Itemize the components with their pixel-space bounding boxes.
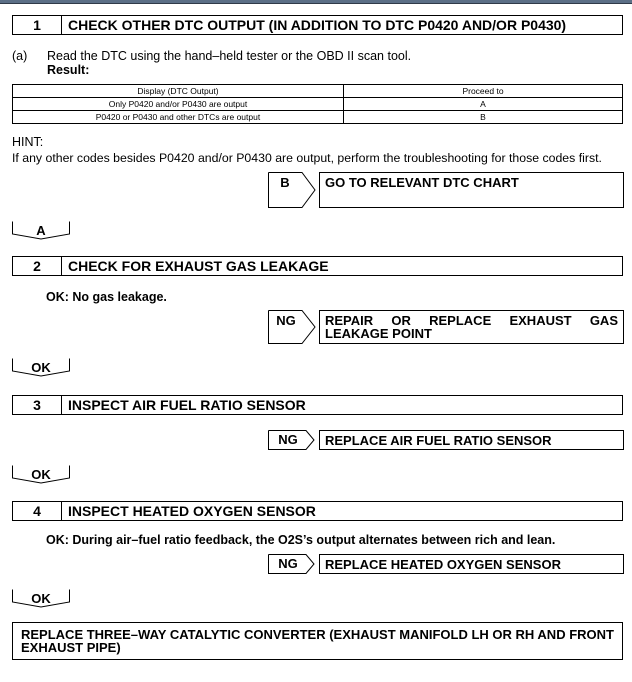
flow-arrow-ok bbox=[12, 358, 72, 378]
step-title: CHECK OTHER DTC OUTPUT (IN ADDITION TO DTC P0420 AND/OR P0430) bbox=[68, 17, 567, 33]
top-border-band bbox=[0, 0, 632, 4]
table-header-cell: Proceed to bbox=[344, 85, 623, 98]
table-header-cell: Display (DTC Output) bbox=[13, 85, 344, 98]
hint-label: HINT: bbox=[12, 135, 44, 149]
step-number: 4 bbox=[13, 502, 62, 520]
branch-result-box: GO TO RELEVANT DTC CHART bbox=[319, 172, 624, 208]
final-action-box: REPLACE THREE–WAY CATALYTIC CONVERTER (EXHAUST MANIFOLD LH OR RH AND FRONT EXHAUST PIPE) bbox=[12, 622, 623, 660]
step-3-header bbox=[12, 395, 623, 415]
table-cell: A bbox=[344, 98, 623, 111]
step-title: CHECK FOR EXHAUST GAS LEAKAGE bbox=[68, 258, 329, 274]
branch-result-box: REPAIR OR REPLACE EXHAUST GAS LEAKAGE POINT bbox=[319, 310, 624, 344]
branch-label: NG bbox=[276, 313, 296, 328]
item-marker: (a) bbox=[12, 49, 28, 63]
flow-label: OK bbox=[31, 467, 51, 482]
flow-arrow-ok bbox=[12, 589, 72, 609]
flow-arrow-ok bbox=[12, 465, 72, 485]
ok-criteria: OK: No gas leakage. bbox=[46, 290, 167, 304]
table-cell: B bbox=[344, 111, 623, 124]
branch-ng bbox=[268, 554, 318, 574]
table-row bbox=[13, 111, 623, 124]
branch-result-box: REPLACE HEATED OXYGEN SENSOR bbox=[319, 554, 624, 574]
step-number: 2 bbox=[13, 257, 62, 275]
branch-label: B bbox=[280, 175, 290, 190]
branch-label: NG bbox=[278, 432, 298, 447]
flow-label: A bbox=[36, 223, 46, 238]
result-label: Result: bbox=[47, 63, 90, 77]
flow-label: OK bbox=[31, 360, 51, 375]
table-row bbox=[13, 98, 623, 111]
branch-result-box: REPLACE AIR FUEL RATIO SENSOR bbox=[319, 430, 624, 450]
step-1-header bbox=[12, 15, 623, 35]
hint-text: If any other codes besides P0420 and/or P0430 are output, perform the troubleshooting for those codes first. bbox=[12, 151, 602, 165]
step-number: 1 bbox=[13, 16, 62, 34]
step-title: INSPECT HEATED OXYGEN SENSOR bbox=[68, 503, 316, 519]
step-title: INSPECT AIR FUEL RATIO SENSOR bbox=[68, 397, 306, 413]
table-header-row bbox=[13, 85, 623, 98]
branch-ng bbox=[268, 430, 318, 450]
branch-label: NG bbox=[278, 556, 298, 571]
flow-label: OK bbox=[31, 591, 51, 606]
table-cell: Only P0420 and/or P0430 are output bbox=[13, 98, 344, 111]
flow-arrow-a bbox=[12, 221, 72, 241]
branch-ng bbox=[268, 310, 318, 344]
instruction-text: Read the DTC using the hand–held tester or the OBD II scan tool. bbox=[47, 49, 412, 63]
result-table bbox=[12, 84, 623, 124]
step-2-header bbox=[12, 256, 623, 276]
ok-criteria: OK: During air–fuel ratio feedback, the O2S’s output alternates between rich and lean. bbox=[46, 533, 556, 547]
step-4-header bbox=[12, 501, 623, 521]
step-number: 3 bbox=[13, 396, 62, 414]
table-cell: P0420 or P0430 and other DTCs are output bbox=[13, 111, 344, 124]
